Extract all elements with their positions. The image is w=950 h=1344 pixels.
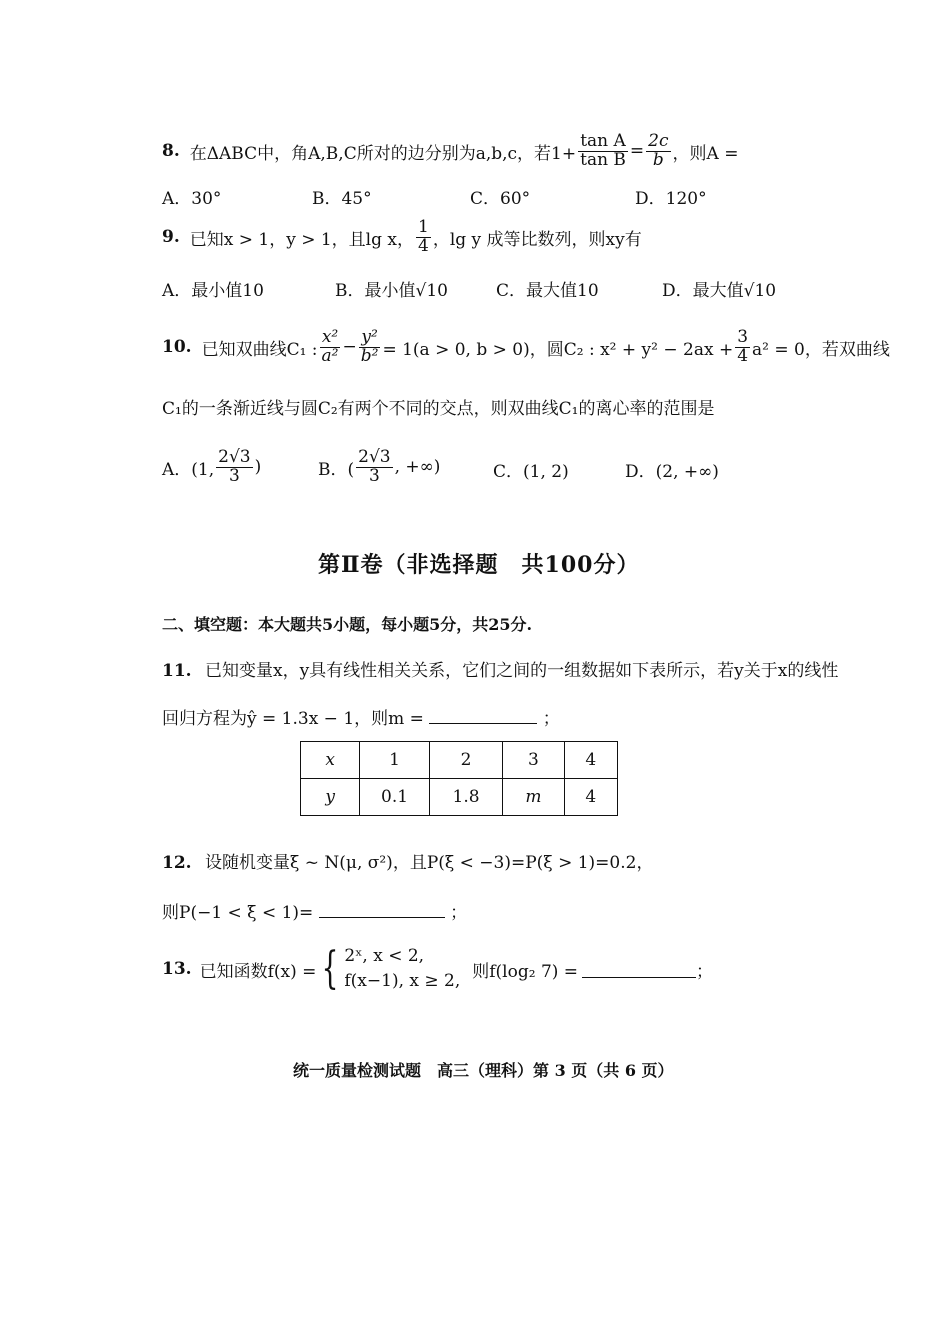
- question-13: 13. 已知函数f(x) = { 2ˣ, x < 2, f(x−1), x ≥ 2, 则f(log₂ 7) = ；: [162, 943, 714, 994]
- table-cell: 3: [503, 742, 564, 779]
- question-number: 11.: [162, 661, 192, 681]
- question-11: 11. 已知变量x，y具有线性相关关系，它们之间的一组数据如下表所示，若y关于x的线性: [162, 661, 839, 681]
- fraction-y2-b2: $\frac{\text{y²}}{\text{b²}}$: [360, 326, 379, 366]
- section-title: 第Ⅱ卷（非选择题 共100分）: [318, 552, 640, 578]
- answer-blank[interactable]: [429, 707, 537, 724]
- table-cell: 1.8: [429, 779, 502, 816]
- question-number: 12.: [162, 853, 192, 873]
- question-number: 8.: [162, 141, 180, 161]
- fraction-2c-b: $\frac{2c}{b}$: [648, 130, 669, 170]
- option-a: A．30°: [162, 189, 222, 209]
- question-12-line2: 则P(−1 < ξ < 1)= ；: [162, 903, 468, 923]
- fraction-three-quarters: $\frac{3}{4}$: [737, 326, 749, 366]
- option-a: A．(1, $\frac{2√3}{3}$ ): [162, 446, 262, 486]
- question-text: 已知x > 1，y > 1，且lg x，: [189, 229, 414, 250]
- option-b: B．最小值√10: [335, 281, 448, 301]
- page-footer: 统一质量检测试题 高三（理科）第 3 页（共 6 页）: [293, 1061, 674, 1080]
- section-subtitle: 二、填空题：本大题共5小题，每小题5分，共25分.: [162, 615, 533, 634]
- option-b: B．45°: [312, 189, 372, 209]
- table-cell: 4: [564, 742, 617, 779]
- option-a: A．最小值10: [162, 281, 264, 301]
- option-c: C．(1, 2): [493, 462, 569, 482]
- question-number: 10.: [162, 337, 192, 357]
- answer-blank[interactable]: [319, 901, 445, 918]
- table-cell: x: [301, 742, 360, 779]
- option-c: C．60°: [470, 189, 531, 209]
- option-c: C．最大值10: [496, 281, 599, 301]
- question-number: 9.: [162, 227, 180, 247]
- data-table: [300, 741, 618, 816]
- table-cell: 0.1: [360, 779, 429, 816]
- table-cell: m: [503, 779, 564, 816]
- option-d: D．(2, +∞): [625, 462, 719, 482]
- table-cell: y: [301, 779, 360, 816]
- question-10-line2: C₁的一条渐近线与圆C₂有两个不同的交点，则双曲线C₁的离心率的范围是: [162, 399, 715, 419]
- question-8: 8. 在ΔABC中，角A,B,C所对的边分别为a,b,c，若1+ $\frac{\text{tan A}}{\text{tan B}}$ = $\frac{2c}{b}$ ，则A =: [162, 130, 739, 170]
- fraction-tan: $\frac{\text{tan A}}{\text{tan B}}$: [580, 130, 626, 170]
- question-10: 10. 已知双曲线C₁ : $\frac{\text{x²}}{\text{a²}}$ − $\frac{\text{y²}}{\text{b²}}$ = 1(a > 0, b > 0)，圆C₂ : x² + y² − 2ax + $\frac{3}{4}$ a² = 0，若双曲线: [162, 326, 890, 366]
- table-cell: 2: [429, 742, 502, 779]
- fraction-one-quarter: $\frac{1}{4}$: [418, 216, 429, 256]
- question-12: 12. 设随机变量ξ ~ N(μ, σ²)，且P(ξ < −3)=P(ξ > 1)=0.2，: [162, 853, 654, 873]
- brace-icon: {: [321, 943, 339, 994]
- table-row: [301, 779, 618, 816]
- table-cell: 4: [564, 779, 617, 816]
- question-number: 13.: [162, 959, 192, 979]
- question-text: 在ΔABC中，角A,B,C所对的边分别为a,b,c，若1+: [189, 143, 577, 164]
- question-11-line2: 回归方程为ŷ = 1.3x − 1，则m = ；: [162, 709, 560, 729]
- piecewise-cases: 2ˣ, x < 2, f(x−1), x ≥ 2,: [344, 945, 461, 991]
- answer-blank[interactable]: [582, 961, 696, 978]
- fraction-x2-a2: $\frac{\text{x²}}{\text{a²}}$: [321, 326, 339, 366]
- table-cell: 1: [360, 742, 429, 779]
- option-b: B．( $\frac{2√3}{3}$ , +∞): [318, 446, 441, 486]
- option-d: D．120°: [635, 189, 707, 209]
- option-d: D．最大值√10: [662, 281, 777, 301]
- table-row: [301, 742, 618, 779]
- question-9: 9. 已知x > 1，y > 1，且lg x， $\frac{1}{4}$ ，lg y 成等比数列，则xy有: [162, 216, 642, 256]
